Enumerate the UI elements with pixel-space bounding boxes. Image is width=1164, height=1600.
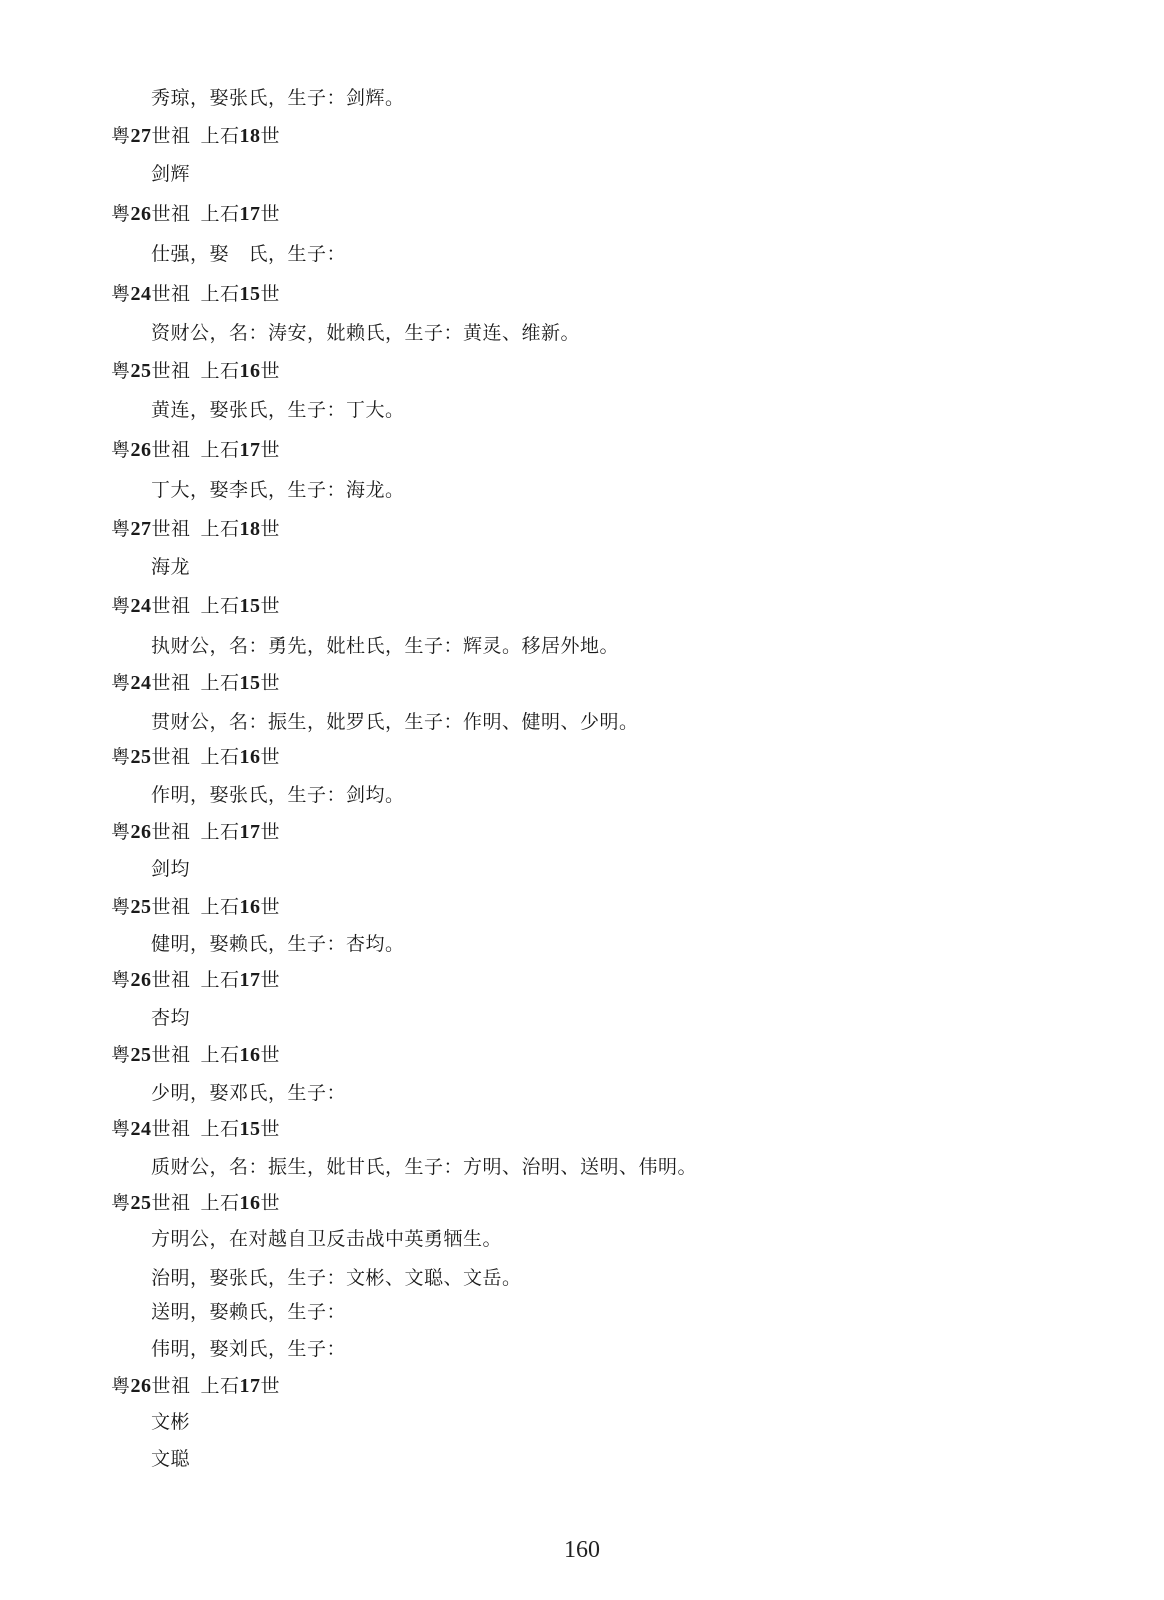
- heading-text: 上石: [200, 1044, 240, 1066]
- heading-text: 粤: [111, 1192, 131, 1214]
- heading-text: 粤: [111, 360, 131, 382]
- member-entry: 贯财公，名：振生，妣罗氏，生子：作明、健明、少明。: [151, 711, 639, 733]
- page-number: 160: [564, 1537, 600, 1563]
- generation-heading: [111, 894, 280, 920]
- generation-number: 17: [239, 1375, 261, 1397]
- heading-text: 粤: [111, 1118, 131, 1140]
- heading-text: 世祖: [151, 518, 191, 540]
- heading-text: 粤: [111, 518, 131, 540]
- heading-text: 世祖: [151, 1044, 191, 1066]
- heading-text: 世: [260, 439, 281, 461]
- heading-text: 粤: [111, 672, 131, 694]
- heading-text: 世: [260, 1118, 281, 1140]
- heading-text: 世: [260, 896, 281, 918]
- member-entry: 伟明，娶刘氏，生子：: [151, 1338, 347, 1360]
- generation-heading: [111, 516, 280, 542]
- heading-text: 世祖: [151, 969, 191, 991]
- heading-text: 粤: [111, 203, 131, 225]
- generation-heading: [111, 1042, 280, 1068]
- generation-number: 26: [130, 203, 152, 225]
- heading-text: 上石: [200, 672, 240, 694]
- heading-text: 世: [260, 821, 281, 843]
- generation-number: 16: [239, 1192, 261, 1214]
- heading-text: 世祖: [151, 896, 191, 918]
- generation-heading: [111, 967, 280, 993]
- heading-text: 世: [260, 1044, 281, 1066]
- generation-number: 25: [130, 896, 152, 918]
- generation-heading: [111, 281, 280, 307]
- generation-number: 25: [130, 746, 152, 768]
- heading-text: 世: [260, 283, 281, 305]
- generation-heading: [111, 593, 280, 619]
- heading-text: 粤: [111, 1375, 131, 1397]
- member-entry: 作明，娶张氏，生子：剑均。: [151, 784, 405, 806]
- generation-heading: [111, 123, 280, 149]
- generation-heading: [111, 1373, 280, 1399]
- generation-heading: [111, 358, 280, 384]
- heading-text: 世: [260, 672, 281, 694]
- heading-text: 粤: [111, 896, 131, 918]
- generation-number: 15: [239, 283, 261, 305]
- member-entry: 秀琼，娶张氏，生子：剑辉。: [151, 87, 405, 109]
- member-entry: 治明，娶张氏，生子：文彬、文聪、文岳。: [151, 1267, 522, 1289]
- generation-heading: [111, 1190, 280, 1216]
- heading-text: 上石: [200, 896, 240, 918]
- generation-number: 25: [130, 1192, 152, 1214]
- heading-text: 世: [260, 1375, 281, 1397]
- heading-text: 世祖: [151, 821, 191, 843]
- member-entry: 质财公，名：振生，妣甘氏，生子：方明、治明、送明、伟明。: [151, 1156, 698, 1178]
- generation-heading: [111, 819, 280, 845]
- generation-number: 24: [130, 1118, 152, 1140]
- member-entry: 文彬: [151, 1411, 191, 1433]
- heading-text: 上石: [200, 439, 240, 461]
- generation-number: 16: [239, 896, 261, 918]
- member-entry: 方明公，在对越自卫反击战中英勇牺生。: [151, 1228, 503, 1250]
- heading-text: 世: [260, 125, 281, 147]
- heading-text: 世祖: [151, 203, 191, 225]
- heading-text: 粤: [111, 969, 131, 991]
- member-entry: 剑辉: [151, 163, 191, 185]
- generation-number: 24: [130, 672, 152, 694]
- member-entry: 杏均: [151, 1007, 191, 1029]
- heading-text: 上石: [200, 1118, 240, 1140]
- member-entry: 仕强，娶 氏，生子：: [151, 243, 347, 265]
- heading-text: 世: [260, 746, 281, 768]
- generation-number: 15: [239, 1118, 261, 1140]
- member-entry: 海龙: [151, 556, 191, 578]
- heading-text: 粤: [111, 439, 131, 461]
- heading-text: 世: [260, 1192, 281, 1214]
- generation-number: 17: [239, 969, 261, 991]
- generation-number: 24: [130, 283, 152, 305]
- heading-text: 上石: [200, 283, 240, 305]
- generation-number: 25: [130, 360, 152, 382]
- generation-number: 16: [239, 360, 261, 382]
- heading-text: 上石: [200, 746, 240, 768]
- member-entry: 送明，娶赖氏，生子：: [151, 1301, 347, 1323]
- heading-text: 上石: [200, 360, 240, 382]
- heading-text: 粤: [111, 821, 131, 843]
- generation-number: 27: [130, 125, 152, 147]
- generation-number: 17: [239, 203, 261, 225]
- heading-text: 粤: [111, 595, 131, 617]
- generation-heading: [111, 1116, 280, 1142]
- heading-text: 世祖: [151, 439, 191, 461]
- heading-text: 世祖: [151, 672, 191, 694]
- heading-text: 世: [260, 518, 281, 540]
- generation-number: 26: [130, 1375, 152, 1397]
- member-entry: 剑均: [151, 858, 191, 880]
- heading-text: 粤: [111, 1044, 131, 1066]
- heading-text: 世祖: [151, 1118, 191, 1140]
- generation-number: 27: [130, 518, 152, 540]
- generation-number: 26: [130, 439, 152, 461]
- heading-text: 粤: [111, 283, 131, 305]
- heading-text: 世祖: [151, 1375, 191, 1397]
- heading-text: 上石: [200, 518, 240, 540]
- generation-number: 15: [239, 595, 261, 617]
- generation-heading: [111, 437, 280, 463]
- generation-number: 17: [239, 821, 261, 843]
- heading-text: 世祖: [151, 595, 191, 617]
- heading-text: 世祖: [151, 1192, 191, 1214]
- heading-text: 粤: [111, 125, 131, 147]
- heading-text: 上石: [200, 1375, 240, 1397]
- heading-text: 世: [260, 203, 281, 225]
- generation-number: 18: [239, 125, 261, 147]
- generation-number: 26: [130, 821, 152, 843]
- generation-number: 18: [239, 518, 261, 540]
- generation-heading: [111, 670, 280, 696]
- heading-text: 上石: [200, 1192, 240, 1214]
- member-entry: 少明，娶邓氏，生子：: [151, 1082, 347, 1104]
- heading-text: 世祖: [151, 360, 191, 382]
- heading-text: 世: [260, 360, 281, 382]
- generation-heading: [111, 744, 280, 770]
- generation-number: 15: [239, 672, 261, 694]
- heading-text: 上石: [200, 821, 240, 843]
- heading-text: 上石: [200, 203, 240, 225]
- member-entry: 执财公，名：勇先，妣杜氏，生子：辉灵。移居外地。: [151, 635, 620, 657]
- generation-number: 17: [239, 439, 261, 461]
- generation-number: 25: [130, 1044, 152, 1066]
- member-entry: 文聪: [151, 1448, 191, 1470]
- heading-text: 上石: [200, 595, 240, 617]
- generation-number: 26: [130, 969, 152, 991]
- heading-text: 世: [260, 969, 281, 991]
- heading-text: 世祖: [151, 125, 191, 147]
- member-entry: 资财公，名：涛安，妣赖氏，生子：黄连、维新。: [151, 322, 581, 344]
- member-entry: 健明，娶赖氏，生子：杏均。: [151, 933, 405, 955]
- generation-number: 16: [239, 1044, 261, 1066]
- heading-text: 世祖: [151, 746, 191, 768]
- member-entry: 黄连，娶张氏，生子：丁大。: [151, 399, 405, 421]
- heading-text: 上石: [200, 125, 240, 147]
- generation-number: 16: [239, 746, 261, 768]
- member-entry: 丁大，娶李氏，生子：海龙。: [151, 479, 405, 501]
- heading-text: 上石: [200, 969, 240, 991]
- generation-number: 24: [130, 595, 152, 617]
- generation-heading: [111, 201, 280, 227]
- heading-text: 世祖: [151, 283, 191, 305]
- heading-text: 粤: [111, 746, 131, 768]
- heading-text: 世: [260, 595, 281, 617]
